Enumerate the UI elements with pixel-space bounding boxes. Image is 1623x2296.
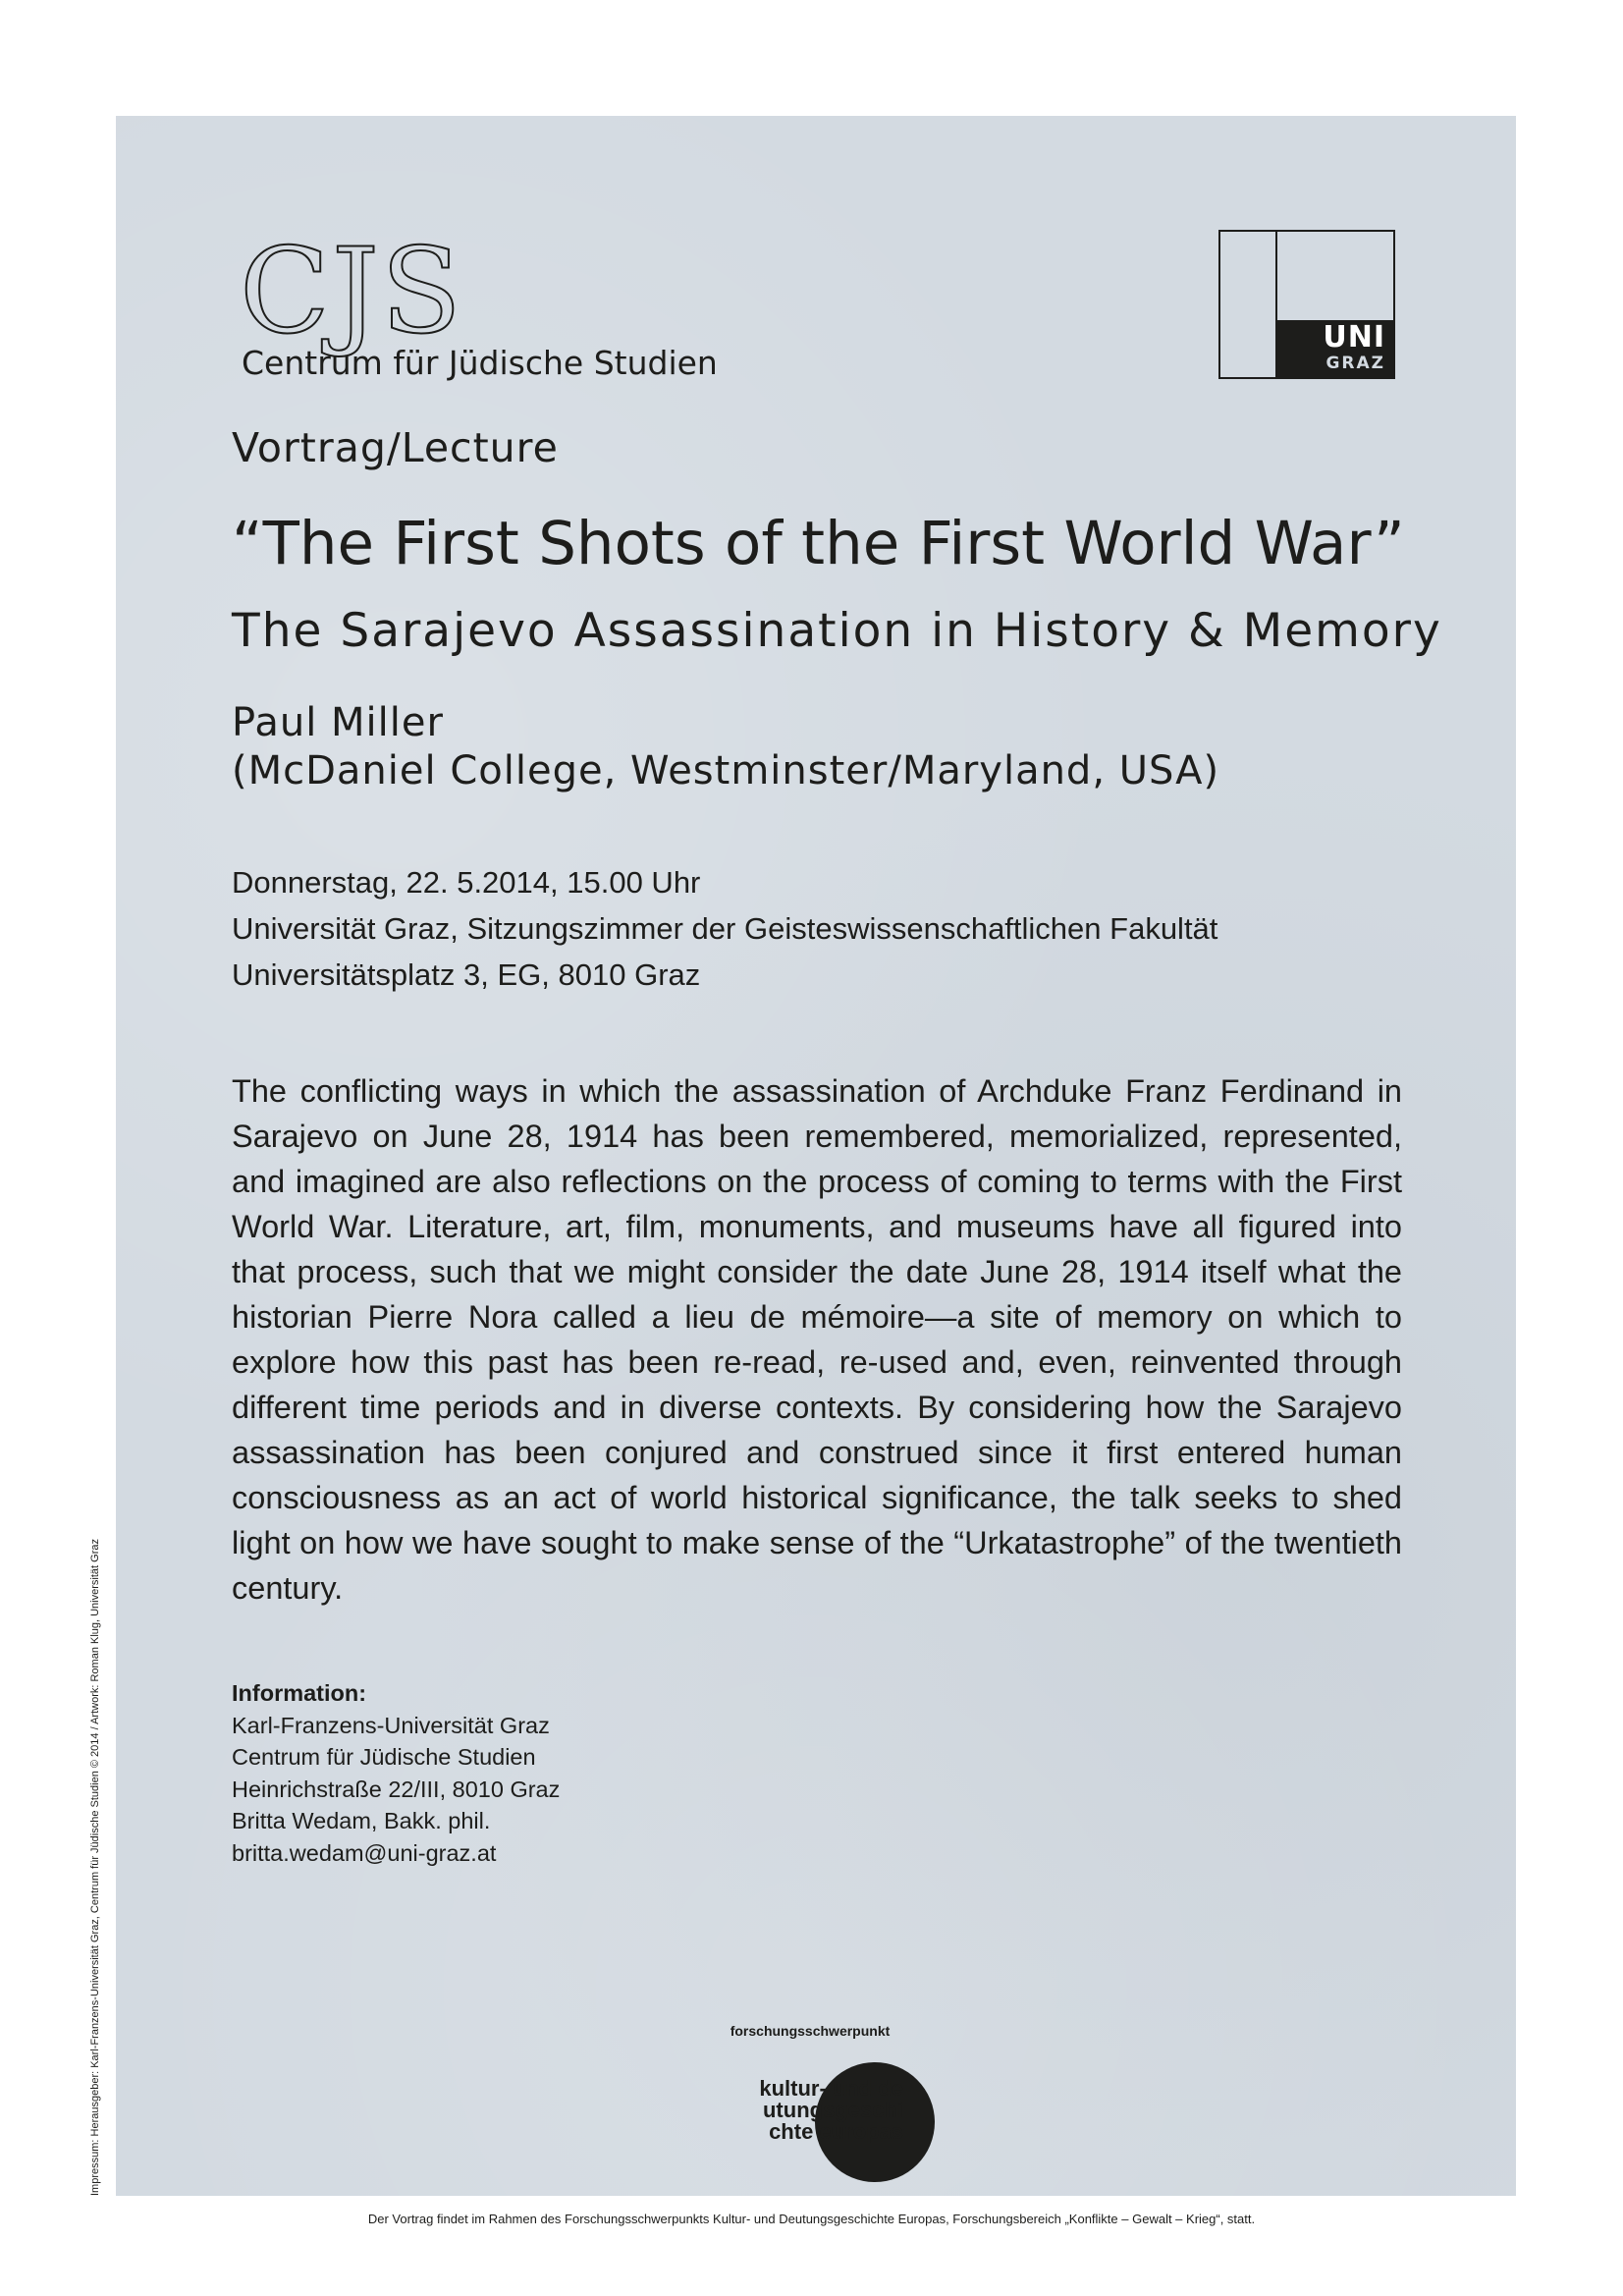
research-focus-text xyxy=(717,2078,903,2143)
event-details xyxy=(232,859,1217,998)
research-focus-logo xyxy=(717,2023,972,2180)
research-focus-line: utungsgeschi xyxy=(762,2098,903,2122)
lecture-title: “The First Shots of the First World War” xyxy=(232,509,1405,578)
logo-graz-text: GRAZ xyxy=(1325,354,1385,373)
uni-graz-logo xyxy=(1218,230,1395,379)
information-heading: Information: xyxy=(232,1680,367,1706)
research-focus-line: kultur- und de xyxy=(759,2076,903,2101)
lecture-abstract: The conflicting ways in which the assassination of Archduke Franz Ferdinand in Sarajevo on June 28, 1914 has been remembered, memorialized, represented, and imagined are also reflections on the process of coming to terms with the First World War. Literature, art, film, monuments, and museums have all figured into that process, such that we might consider the date June 28, 1914 itself what the historian Pierre Nora called a lieu de mémoire—a site of memory on which to explore how this past has been re-read, re-used and, even, reinvented through different time periods and in diverse contexts. By considering how the Sarajevo assassination has been conjured and construed since it first entered human consciousness as an act of world historical significance, the talk seeks to shed light on how we have sought to make sense of the “Urkatastrophe” of the twentieth century. xyxy=(232,1073,1402,1606)
lecture-kicker: Vortrag/Lecture xyxy=(232,424,559,471)
lecture-subtitle: The Sarajevo Assassination in History & Memory xyxy=(232,604,1442,658)
speaker-affiliation: (McDaniel College, Westminster/Maryland, USA) xyxy=(232,748,1220,793)
info-line: Karl-Franzens-Universität Graz xyxy=(232,1712,550,1738)
cjs-logo-name: Centrum für Jüdische Studien xyxy=(242,344,718,382)
information-block xyxy=(232,1677,560,1869)
event-address: Universitätsplatz 3, EG, 8010 Graz xyxy=(232,957,701,992)
info-email-link[interactable]: britta.wedam@uni-graz.at xyxy=(232,1839,497,1866)
research-focus-label: forschungsschwerpunkt xyxy=(730,2023,891,2039)
research-focus-line: chte europas xyxy=(769,2119,903,2144)
info-line: Britta Wedam, Bakk. phil. xyxy=(232,1808,491,1833)
info-line: Heinrichstraße 22/III, 8010 Graz xyxy=(232,1776,561,1802)
footer-note: Der Vortrag findet im Rahmen des Forschungsschwerpunkts Kultur- und Deutungsgeschichte Europas, Forschungsbereich „Konflikte – Gewalt – Krieg“, statt. xyxy=(367,2212,1256,2226)
cjs-logo-mark: CJS xyxy=(240,224,464,360)
logo-block xyxy=(1277,320,1393,377)
impressum-vertical: Impressum: Herausgeber: Karl-Franzens-Universität Graz, Centrum für Jüdische Studien © 2014 / Artwork: Roman Klug, Universität Graz xyxy=(89,1539,101,2196)
event-date-time: Donnerstag, 22. 5.2014, 15.00 Uhr xyxy=(232,865,701,900)
info-line: Centrum für Jüdische Studien xyxy=(232,1744,536,1770)
logo-uni-text: UNI xyxy=(1323,320,1385,355)
speaker-name: Paul Miller xyxy=(232,700,444,745)
event-venue: Universität Graz, Sitzungszimmer der Geisteswissenschaftlichen Fakultät xyxy=(232,911,1218,946)
